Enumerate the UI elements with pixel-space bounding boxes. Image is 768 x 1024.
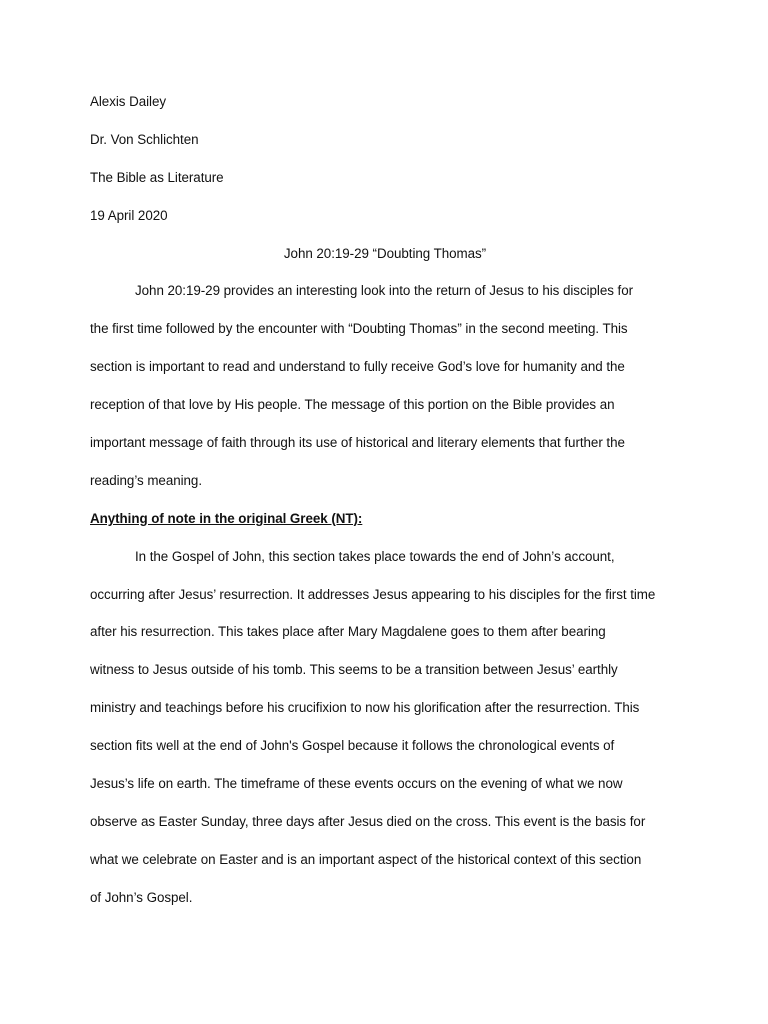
paragraph-line: after his resurrection. This takes place after Mary Magdalene goes to them after bearing bbox=[90, 624, 606, 640]
paragraph-line: Jesus’s life on earth. The timeframe of these events occurs on the evening of what we now bbox=[90, 776, 623, 792]
instructor-name: Dr. Von Schlichten bbox=[90, 131, 199, 147]
paragraph-line: ministry and teachings before his crucifixion to now his glorification after the resurrection. This bbox=[90, 700, 640, 716]
author-name: Alexis Dailey bbox=[90, 94, 166, 109]
paragraph-line: John 20:19-29 provides an interesting look into the return of Jesus to his disciples for bbox=[135, 283, 634, 299]
section-heading: Anything of note in the original Greek (NT): bbox=[90, 510, 363, 526]
paragraph-line: observe as Easter Sunday, three days after Jesus died on the cross. This event is the basis for bbox=[90, 813, 646, 829]
paragraph-line: important message of faith through its use of historical and literary elements that further the bbox=[90, 435, 625, 451]
document-title: John 20:19-29 “Doubting Thomas” bbox=[283, 245, 487, 261]
paragraph-line: witness to Jesus outside of his tomb. This seems to be a transition between Jesus’ earthly bbox=[90, 662, 618, 678]
paragraph-line: the first time followed by the encounter with “Doubting Thomas” in the second meeting. This bbox=[90, 321, 628, 337]
course-name: The Bible as Literature bbox=[90, 169, 224, 185]
paragraph-line: of John’s Gospel. bbox=[90, 889, 193, 905]
paragraph-line: what we celebrate on Easter and is an important aspect of the historical context of this section bbox=[90, 851, 642, 867]
document-body bbox=[90, 89, 680, 923]
body-paragraph bbox=[90, 544, 680, 923]
paragraph-line: section fits well at the end of John's Gospel because it follows the chronological events of bbox=[90, 738, 615, 754]
document-date: 19 April 2020 bbox=[90, 207, 168, 223]
paragraph-line: reading’s meaning. bbox=[90, 472, 203, 488]
intro-paragraph bbox=[90, 278, 680, 505]
paragraph-line: section is important to read and understand to fully receive God’s love for humanity and the bbox=[90, 359, 625, 375]
paragraph-line: reception of that love by His people. The message of this portion on the Bible provides an bbox=[90, 397, 615, 413]
paragraph-line: occurring after Jesus’ resurrection. It addresses Jesus appearing to his disciples for the first time bbox=[90, 586, 656, 602]
paragraph-line: In the Gospel of John, this section takes place towards the end of John’s account, bbox=[135, 548, 615, 564]
